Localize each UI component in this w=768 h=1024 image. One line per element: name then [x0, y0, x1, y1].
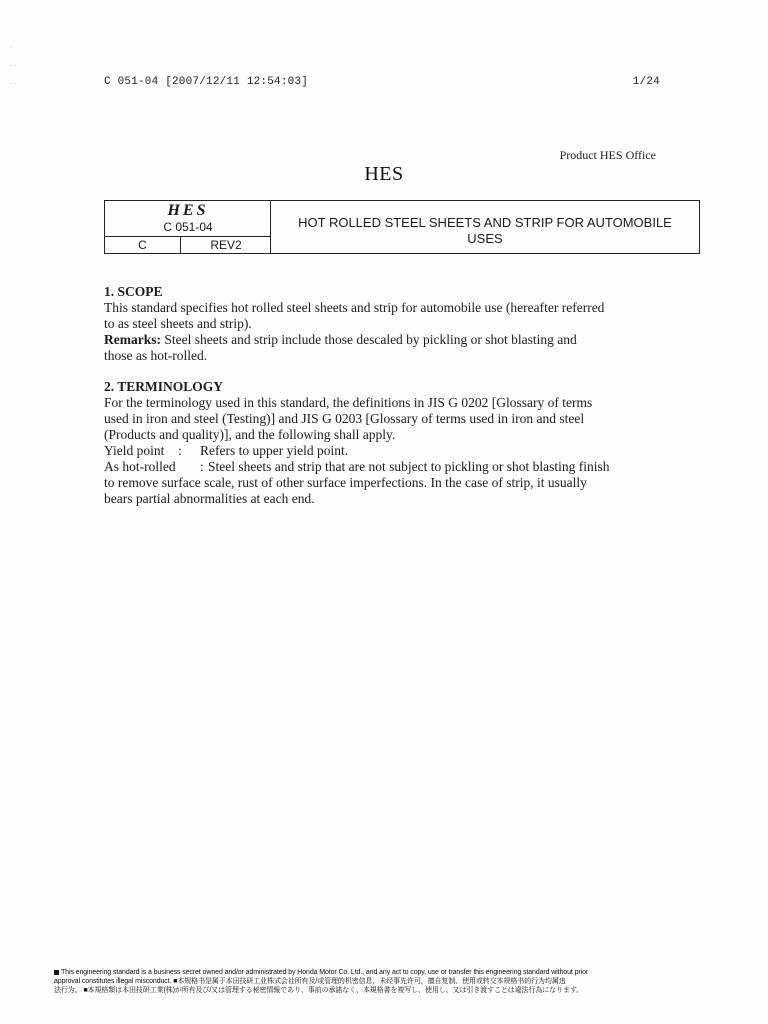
terminology-heading: 2. TERMINOLOGY: [104, 379, 224, 394]
scope-section: [104, 284, 664, 364]
term-definition-line-2: to remove surface scale, rust of other surface imperfections. In the case of strip, it usually: [104, 475, 587, 490]
term-name: As hot-rolled: [104, 459, 176, 474]
footer-text-1: This engineering standard is a business secret owned and/or administrated by Honda Motor Co. Ltd., and any act to copy, use or transfer this engineering standard without prior: [61, 969, 589, 976]
term-as-hot-rolled: [104, 459, 664, 475]
scan-specks: · · · · ·: [10, 45, 16, 88]
terminology-line-3: (Products and quality)], and the following shall apply.: [104, 427, 396, 442]
scope-line-2: to as steel sheets and strip).: [104, 316, 252, 331]
term-colon: :: [200, 459, 204, 474]
scope-heading: 1. SCOPE: [104, 284, 163, 299]
rank-revision-row: [105, 236, 271, 253]
term-yield-point: [104, 443, 664, 459]
term-colon: :: [178, 443, 182, 458]
terminology-line-1: For the terminology used in this standard, the definitions in JIS G 0202 [Glossary of terms: [104, 395, 593, 410]
document-title: HES: [364, 163, 404, 185]
remarks-line-1: Steel sheets and strip include those descaled by pickling or shot blasting and: [161, 332, 577, 347]
terminology-line-2: used in iron and steel (Testing)] and JIS G 0203 [Glossary of terms used in iron and steel: [104, 411, 585, 426]
hes-logo: HES: [167, 202, 209, 219]
revision-cell: REV2: [210, 238, 242, 252]
term-definition: Steel sheets and strip that are not subject to pickling or shot blasting finish: [208, 459, 610, 474]
standard-id-cell: [105, 201, 271, 253]
confidentiality-footer: [54, 968, 704, 995]
scope-line-1: This standard specifies hot rolled steel sheets and strip for automobile use (hereafter referred: [104, 300, 605, 315]
fax-document-ref: C 051-04 [2007/12/11 12:54:03]: [104, 76, 309, 88]
remarks-line-2: those as hot-rolled.: [104, 348, 208, 363]
remarks-label: Remarks:: [104, 332, 161, 347]
standard-title-line-1: HOT ROLLED STEEL SHEETS AND STRIP FOR AUTOMOBILE: [298, 215, 672, 230]
issuer-label: Product HES Office: [559, 148, 656, 162]
page-number: 1/24: [632, 76, 660, 88]
scope-remarks: [104, 332, 664, 348]
rank-cell: C: [105, 237, 181, 253]
bullet-square-icon: [54, 970, 59, 975]
standard-title-line-2: USES: [467, 231, 503, 246]
terminology-section: [104, 379, 664, 507]
term-name: Yield point: [104, 443, 165, 458]
standard-header-table: [104, 200, 700, 254]
footer-line-3: 法行为。 ■本規格類は本田技研工業(株)が所有及び/又は管理する秘密情報であり、事前の承諾なく、本規格書を複写し、使用し、又は引き渡すことは違法行為になります。: [54, 987, 584, 994]
term-definition: Refers to upper yield point.: [200, 443, 349, 458]
footer-line-2: approval constitutes illegal misconduct. ■本规格书是属于本田技研工业株式会社所有及/或管理的机密信息，未经事先许可，擅自复制、使用或转交本规格书的行为均属违: [54, 978, 566, 985]
standard-number: C 051-04: [163, 220, 213, 234]
term-definition-line-3: bears partial abnormalities at each end.: [104, 491, 315, 506]
footer-line-1: [54, 968, 704, 977]
standard-title-cell: [271, 215, 699, 247]
